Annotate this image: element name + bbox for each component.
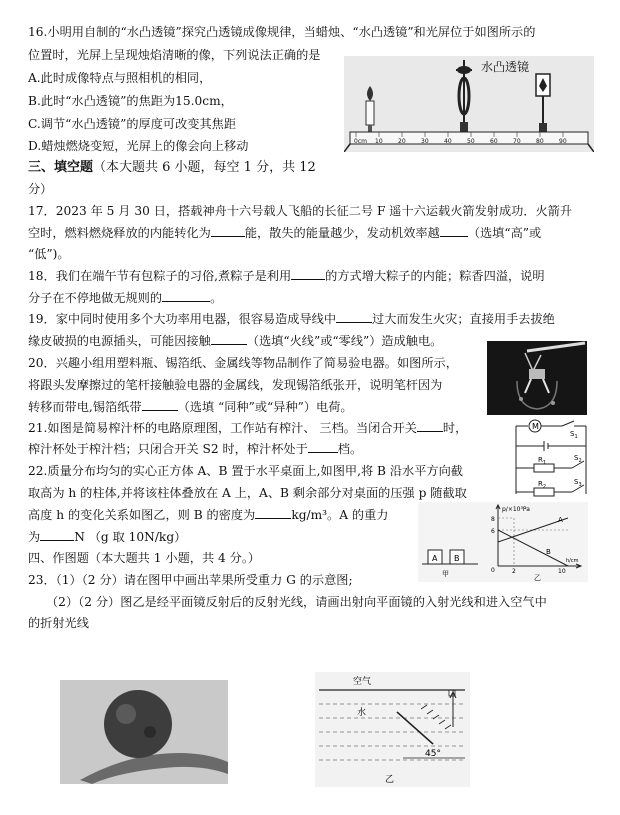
mirror-water-diagram (315, 672, 470, 787)
section-3-heading (28, 160, 316, 176)
q18-text: 18．我们在端午节有包粽子的习俗,煮粽子是利用 (28, 269, 292, 283)
q17-blank-1[interactable] (211, 225, 245, 237)
ruler-tick-label: 30 (421, 138, 429, 145)
q19-text: 过大而发生火灾；直接用手去拔绝 (372, 312, 555, 326)
q19-blank-1[interactable] (336, 311, 372, 323)
q21-line-2 (28, 441, 362, 457)
q20-line-3 (28, 399, 353, 415)
q16-option-d: D.蜡烛燃烧变短，光屏上的像会向上移动 (28, 139, 249, 153)
resistor-r1-label: $R_1$ (538, 456, 547, 466)
q17-line-2 (28, 225, 541, 241)
q17-text: 空时，燃料燃烧释放的内能转化为 (28, 226, 211, 240)
ruler-unit: 0cm (354, 138, 367, 145)
switch-s3-label: $S_3$ (574, 478, 582, 488)
q18-blank-2[interactable] (162, 290, 210, 302)
q20-line-2: 将跟头发摩擦过的笔杆接触验电器的金属线，发现锡箔纸张开，说明笔杆因为 (28, 378, 443, 392)
q19-line-2 (28, 333, 442, 349)
section-3-note-cont: 分） (28, 182, 53, 196)
apple-icon (104, 690, 172, 758)
x-tick-10: 10 (558, 568, 566, 575)
q21-text: 榨汁杯处于榨汁档；只闭合开关 S2 时，榨汁杯处于 (28, 442, 308, 456)
q20-line-1: 20．兴趣小组用塑料瓶、锡箔纸、金属线等物品制作了简易验电器。如图所示， (28, 356, 458, 370)
q22-text: N （g 取 10N/kg） (74, 530, 187, 544)
q16-option-a: A.此时成像特点与照相机的相同， (28, 71, 212, 85)
q22-blank-1[interactable] (255, 507, 291, 519)
q23-line-2: （2）（2 分）图乙是经平面镜反射后的反射光线，请画出射向平面镜的入射光线和进入空气中 (46, 595, 547, 609)
section-3-note: （本大题共 6 小题，每空 1 分，共 12 (93, 160, 316, 175)
resistor-r2-label: $R_2$ (538, 480, 547, 490)
q18-text: 。 (210, 291, 223, 305)
x-tick-2: 2 (512, 568, 516, 575)
section-3-title: 三、填空题 (28, 160, 94, 175)
ruler-tick-label: 80 (536, 138, 544, 145)
y-tick-6: 6 (491, 528, 495, 535)
block-a-label: A (432, 554, 438, 563)
q21-blank-1[interactable] (417, 420, 443, 432)
water-label: 水 (357, 708, 367, 718)
q18-text: 分子在不停地做无规则的 (28, 291, 163, 305)
ruler-tick-label: 40 (444, 138, 452, 145)
ruler-tick-label: 10 (375, 138, 383, 145)
q23-line-3: 的折射光线 (28, 616, 89, 630)
q21-blank-2[interactable] (308, 441, 338, 453)
angle-label: 45° (425, 749, 441, 759)
y-axis-label: p/×10³Pa (502, 506, 530, 513)
q18-line-2 (28, 290, 222, 306)
q17-line-3: “低”)。 (28, 247, 70, 261)
switch-s2-label: $S_2$ (574, 454, 582, 464)
apple-on-branch-photo (60, 680, 228, 784)
ruler-tick-label: 60 (490, 138, 498, 145)
q22-blank-2[interactable] (40, 529, 74, 541)
q21-text: 档。 (337, 442, 363, 456)
q22-text: 高度 h 的变化关系如图乙，则 B 的密度为 (28, 508, 256, 522)
q20-blank[interactable] (142, 399, 178, 411)
q19-text: （选填“火线”或“零线”）造成触电。 (246, 334, 443, 348)
q16-line-1: 16.小明用自制的“水凸透镜”探究凸透镜成像规律，当蜡烛、“水凸透镜”和光屏位于如图所示的 (28, 25, 536, 39)
juicer-circuit-diagram (508, 416, 594, 502)
q19-blank-2[interactable] (211, 333, 247, 345)
block-b-label: B (454, 554, 460, 563)
line-b-label: B (546, 548, 551, 556)
q22-line-4 (28, 529, 186, 545)
q18-text: 的方式增大粽子的内能；粽香四溢，说明 (325, 269, 545, 283)
ruler-tick-label: 50 (467, 138, 475, 145)
ruler-tick-label: 90 (559, 138, 567, 145)
q17-text: （选填“高”或 (467, 226, 542, 240)
q23-line-1: 23．（1）（2 分）请在图甲中画出苹果所受重力 G 的示意图; (28, 573, 353, 587)
q22-line-2: 取高为 h 的柱体,并将该柱体叠放在 A 上，A、B 剩余部分对桌面的压强 p 随截取 (28, 486, 467, 500)
q17-text: 能，散失的能量越少，发动机效率越 (244, 226, 440, 240)
q22-text: 为 (28, 530, 41, 544)
q18-line-1 (28, 268, 545, 284)
caption-yi: 乙 (534, 574, 541, 582)
q20-text: 转移而带电,锡箔纸带 (28, 400, 142, 414)
x-axis-unit: h/cm (566, 558, 579, 564)
q17-line-1: 17．2023 年 5 月 30 日，搭载神舟十六号载人飞船的长征二号 F 遥十六运载火箭发射成功．火箭升 (28, 204, 573, 218)
q19-text: 缘皮破损的电源插头，可能因接触 (28, 334, 211, 348)
y-tick-0: 0 (491, 567, 495, 574)
motor-label: M (532, 422, 539, 431)
q16-option-c: C.调节“水凸透镜”的厚度可改变其焦距 (28, 117, 237, 131)
q16-option-b: B.此时“水凸透镜”的焦距为15.0cm， (28, 94, 233, 108)
q21-line-1 (28, 420, 467, 436)
ruler-tick-label: 20 (398, 138, 406, 145)
caption-yi-2: 乙 (385, 775, 395, 785)
q17-blank-2[interactable] (440, 225, 468, 237)
switch-s1-label: $S_1$ (570, 430, 578, 440)
electroscope-photo (487, 341, 587, 415)
optical-bench-figure (344, 56, 594, 152)
q20-text: （选填 “同种”或“异种”）电荷。 (177, 400, 353, 414)
q19-line-1 (28, 311, 555, 327)
q18-blank-1[interactable] (291, 268, 325, 280)
q21-text: 21.如图是简易榨汁杯的电路原理图，工作站有榨汁、 三档。当闭合开关 (28, 421, 417, 435)
q21-text: 时， (442, 421, 468, 435)
q22-line-3 (28, 507, 388, 523)
q22-text: kg/m³。A 的重力 (291, 508, 389, 522)
ruler-tick-label: 70 (513, 138, 521, 145)
section-4-heading: 四、作图题（本大题共 1 小题，共 4 分。） (28, 551, 261, 565)
q16-line-2: 位置时，光屏上呈现烛焰清晰的像，下列说法正确的是 (28, 48, 321, 62)
y-tick-8: 8 (491, 516, 495, 523)
pressure-graph-figure (418, 502, 588, 582)
lens-label: 水凸透镜 (481, 60, 530, 74)
air-label: 空气 (353, 677, 372, 687)
line-a-label: A (558, 516, 563, 524)
caption-jia: 甲 (442, 570, 449, 578)
q22-line-1: 22.质量分布均匀的实心正方体 A、B 置于水平桌面上,如图甲,将 B 沿水平方向截 (28, 464, 463, 478)
q19-text: 19．家中同时使用多个大功率用电器，很容易造成导线中 (28, 312, 337, 326)
